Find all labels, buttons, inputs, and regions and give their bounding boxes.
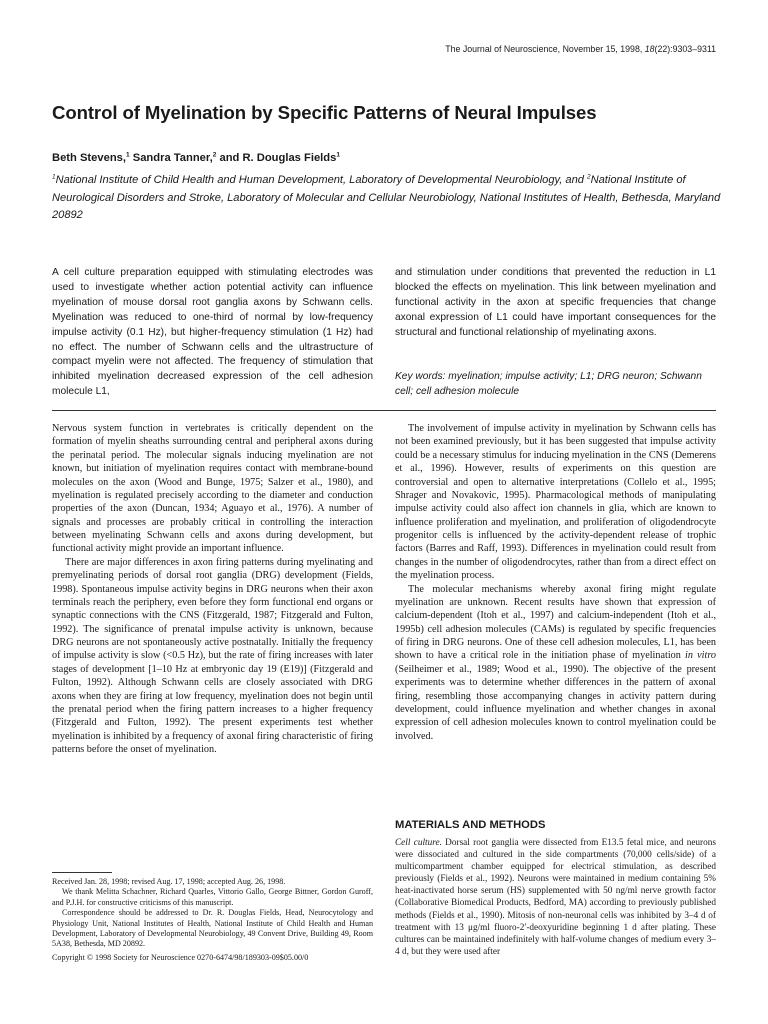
footnotes: [52, 877, 373, 963]
intro-paragraph-4-start: The molecular mechanisms whereby axonal firing might regulate myelination are unknown. Recent results have shown that expression of calcium-dependent (Itoh et al., 1997) and calcium-independent (Itoh et al., 1995b) cell adhesion molecules (CAMs) is regulated by specific frequencies of firing in DRG neurons. One of these cell adhesion molecules, L1, has been shown to have a critical role in the initiation phase of myelination: [395, 583, 716, 662]
body-left-column: [52, 422, 373, 756]
intro-paragraph-4-italic: in vitro: [685, 650, 716, 662]
body-right-column: [395, 422, 716, 743]
mu-symbol: μ: [467, 922, 473, 933]
received-dates: Received Jan. 28, 1998; revised Aug. 17, 1998; accepted Aug. 26, 1998.: [52, 877, 286, 886]
intro-paragraph-1: Nervous system function in vertebrates is critically dependent on the formation of myelin sheaths surrounding central and peripheral axons during the perinatal period. The molecular signals inducing myelination are not known, but initiation of myelination requires contact with membrane-bound molecules on the axon (Wood and Bunge, 1975; Salzer et al., 1980), and myelination is regulated precisely according to the diameter and conduction properties of the axon (Duncan, 1934; Aguayo et al., 1976). A number of signals and processes are probably critical in controlling the interaction between myelinating Schwann cells and axons during development, but functional activity might provide an important influence.: [52, 423, 373, 555]
author-1-affil: 1: [126, 151, 130, 159]
author-2: Sandra Tanner,: [129, 152, 213, 164]
methods-heading: MATERIALS AND METHODS: [395, 819, 546, 831]
author-3: and R. Douglas Fields: [216, 152, 337, 164]
abstract-divider: [52, 410, 716, 411]
journal-header: [440, 44, 716, 54]
methods-cell-culture-text-2: g/ml fluoro-2′-deoxyuridine beginning 1 d after plating. These cultures can be maintained indefinitely with half-volume changes of medium every 3–4 d, but they were used after: [395, 922, 717, 957]
affiliation-2: National Institute of Neurological Disorders and Stroke, Laboratory of Molecular and Cellular Neurobiology, National Institutes of Health, Bethesda, Maryland 20892: [52, 174, 721, 221]
affiliation-marker-1: 1: [52, 173, 56, 181]
journal-volume: 18: [644, 44, 655, 54]
copyright: Copyright © 1998 Society for Neuroscience 0270-6474/98/189303-09$05.00/0: [52, 952, 309, 962]
correspondence: Correspondence should be addressed to Dr. R. Douglas Fields, Head, Neurocytology and Physiology Unit, National Institutes of Health, National Institute of Child Health and Human Development, Laboratory of Developmental Neurobiology, 49 Convent Drive, Building 49, Room 5A38, Bethesda, MD 20892.: [52, 908, 373, 949]
affiliation-1: National Institute of Child Health and Human Development, Laboratory of Developmental Neurobiology, and: [55, 174, 587, 186]
keywords: Key words: myelination; impulse activity; L1; DRG neuron; Schwann cell; cell adhesion molecule: [395, 371, 702, 397]
affiliation: [52, 172, 724, 225]
acknowledgments: We thank Melitta Schachner, Richard Quarles, Vittorio Gallo, George Bittner, Gordon Guroff, and P.J.H. for constructive criticisms of this manuscript.: [52, 887, 373, 907]
author-1: Beth Stevens,: [52, 152, 126, 164]
journal-name: The Journal of Neuroscience, November 15, 1998,: [445, 44, 645, 54]
paper-title: Control of Myelination by Specific Patterns of Neural Impulses: [52, 102, 597, 123]
methods-cell-culture: [395, 837, 716, 958]
methods-cell-culture-text-1: Dorsal root ganglia were dissected from E13.5 fetal mice, and neurons were dissociated and cultured in the side compartments (70,000 cells/side) of a multicompartment chamber equipped for electrical stimulation, as described previously (Fields et al., 1992). Neurons were maintained in medium containing 5% heat-inactivated horse serum (HS) supplemented with 50 ng/ml nerve growth factor (Collaborative Biomedical Products, Bedford, MA) according to previously published methods (Fields et al., 1990). Mitosis of non-neuronal cells was inhibited by 3–4 d of treatment with 13: [395, 838, 716, 933]
intro-paragraph-4: [395, 583, 716, 744]
abstract-right-column: and stimulation under conditions that prevented the reduction in L1 blocked the effects on myelination. This link between myelination and functional activity in the axon at specific frequencies that change axonal expression of L1 could have important consequences for the structural and functional relationship of myelinating axons.: [395, 267, 716, 338]
methods-cell-culture-label: Cell culture.: [395, 838, 442, 848]
journal-pages: (22):9303–9311: [654, 44, 716, 54]
author-2-affil: 2: [212, 151, 217, 159]
intro-paragraph-3: The involvement of impulse activity in myelination by Schwann cells has not been examined previously, but it has been suggested that impulse activity could be a necessary stimulus for inducing myelination in the CNS (Demerens et al., 1996). However, results of experiments on this question are controversial and open to alternative interpretations (Collelo et al., 1995; Shrager and Novakovic, 1995). Pharmacological methods of manipulating impulse activity could also affect ion channels in glia, which are known to influence proliferation and myelination, and proliferation of oligodendrocyte progenitor cells is influenced by the activity-dependent release of trophic factors (Barres and Raff, 1993). Differences in myelination could result from changes in the number of oligodendrocytes, rather than from a direct effect on the myelination process.: [395, 423, 716, 582]
affiliation-marker-2: 2: [587, 173, 591, 181]
footnote-divider: [52, 872, 112, 873]
intro-paragraph-4-end: (Seilheimer et al., 1989; Wood et al., 1990). The objective of the present experiments was to determine whether differences in the pattern of axonal firing, resembling those accompanying changes in activity pattern during development, could influence myelination and whether changes in axonal expression of cell adhesion molecules known to control myelination could be involved.: [395, 663, 716, 742]
intro-paragraph-2: There are major differences in axon firing patterns during myelinating and premyelinating periods of dorsal root ganglia (DRG) development (Fields, 1998). Spontaneous impulse activity begins in DRG neurons when their axon terminals reach the periphery, even before they form functional end organs or synaptic connections with the CNS (Fitzgerald, 1987; Fitzgerald and Fulton, 1992). The significance of prenatal impulse activity is unknown, because DRG neurons are not spontaneously active postnatally. Initially the frequency of impulse activity is slow (<0.5 Hz), but the rate of firing increases with later stages of development [1–10 Hz at embryonic day 19 (E19)] (Fitzgerald and Fulton, 1992). Although Schwann cells are closely associated with DRG axons when they are firing at low frequency, myelination does not begin until the prenatal period when the firing pattern increases to a higher frequency (Fitzgerald and Fulton, 1992). The present experiments test whether myelination is inhibited by a frequency of axonal firing characteristic of firing patterns before the onset of myelination.: [52, 556, 373, 755]
author-3-affil: 1: [336, 151, 340, 159]
author-list: [52, 152, 712, 164]
abstract-left-column: A cell culture preparation equipped with stimulating electrodes was used to investigate whether action potential activity can influence myelination of mouse dorsal root ganglia axons by Schwann cells. Myelination was reduced to one-third of normal by low-frequency impulse activity (0.1 Hz), but higher-frequency stimulation (1 Hz) had no effect. The number of Schwann cells and the ultrastructure of compact myelin were not affected. The frequency of stimulation that inhibited myelination decreased expression of the cell adhesion molecule L1,: [52, 267, 373, 398]
